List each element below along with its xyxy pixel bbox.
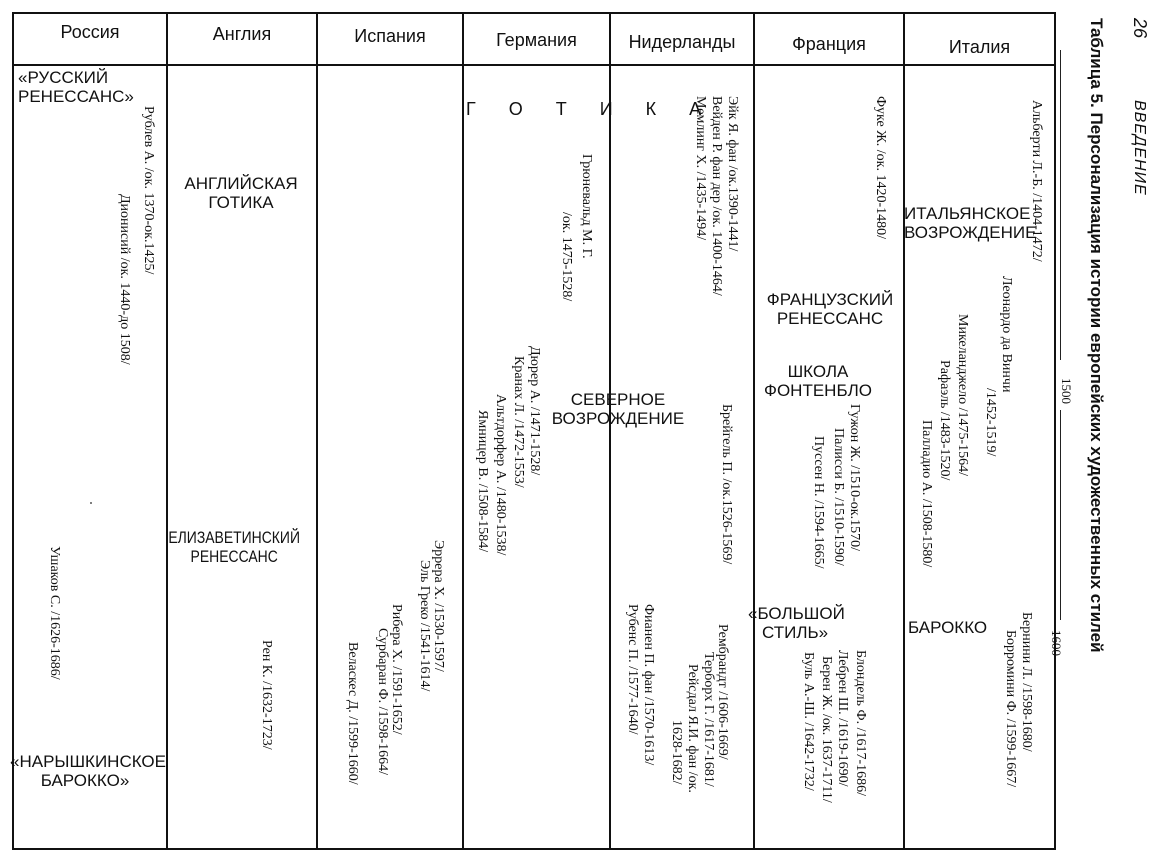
artist-van-eyck: Эйк Я. фан /ок.1390-1441/	[725, 96, 740, 252]
column-divider	[462, 12, 464, 850]
artist-rublev: Рублев А. /ок. 1370-ок.1425/	[141, 106, 156, 275]
year-tick	[1060, 410, 1061, 620]
artist-ushakov: Ушаков С. /1626-1686/	[47, 546, 62, 680]
column-header-netherlands: Нидерланды	[628, 32, 736, 52]
artist-van-der-weyden: Вейден Р. фан дер /ок. 1400-1464/	[709, 96, 724, 296]
column-divider	[903, 12, 905, 850]
artist-poussin: Пуссен Н. /1594-1665/	[811, 436, 826, 569]
artist-ruisdael-dates: 1628-1682/	[669, 720, 684, 785]
style-northern-renaissance	[548, 390, 688, 428]
artist-cranach: Кранах Л. /1472-1553/	[511, 356, 526, 488]
artist-bernini: Бернини Л. /1598-1680/	[1019, 612, 1034, 752]
artist-memling: Мемлинг Х. /1435-1494/	[693, 96, 708, 241]
style-line: ШКОЛА	[787, 362, 849, 381]
artist-bruegel: Брейгель П. /ок.1526-1569/	[719, 404, 734, 565]
column-divider	[753, 12, 755, 850]
style-french-renaissance	[760, 290, 900, 328]
style-line: «НАРЫШКИНСКОЕ	[10, 752, 166, 771]
header-bottom-border	[12, 64, 1056, 66]
year-label-1500: 1500	[1059, 378, 1074, 404]
style-grand-style	[748, 604, 858, 642]
column-header-england: Англия	[212, 24, 272, 44]
artist-rembrandt: Рембрандт /1606-1669/	[715, 624, 730, 760]
style-line: ИТАЛЬЯНСКОЕ	[904, 204, 1031, 223]
column-header-italy: Италия	[948, 37, 1011, 57]
artist-durer: Дюрер А. /1471-1528/	[527, 346, 542, 476]
artist-boulle: Буль А.-Ш. /1642-1732/	[801, 652, 816, 791]
style-line: АНГЛИЙСКАЯ	[184, 174, 298, 193]
artist-el-greco: Эль Греко /1541-1614/	[417, 560, 432, 692]
table-top-border	[12, 12, 1056, 14]
artist-dionisy: Дионисий /ок. 1440-до 1508/	[117, 194, 132, 365]
table-right-border	[1054, 12, 1056, 850]
artist-herrera: Эррера Х. /1530-1597/	[431, 540, 446, 672]
table-bottom-border	[12, 848, 1056, 850]
artist-blondel: Блондель Ф. /1617-1686/	[853, 650, 868, 797]
artist-palladio: Палладио А. /1508-1580/	[919, 420, 934, 568]
artist-leonardo-dates: /1452-1519/	[983, 388, 998, 457]
artist-alberti: Альберти Л.-Б. /1404-1472/	[1029, 100, 1044, 262]
style-line: ФОНТЕНБЛО	[764, 381, 872, 400]
artist-jamnitzer: Ямницер В. /1508-1584/	[475, 410, 490, 553]
artist-borromini: Борромини Ф. /1599-1667/	[1003, 630, 1018, 788]
style-line: СТИЛЬ»	[762, 623, 829, 642]
artist-velazquez: Веласкес Д. /1599-1660/	[345, 642, 360, 785]
artist-berain: Берен Ж. /ок. 1637-1711/	[819, 656, 834, 803]
column-divider	[609, 12, 611, 850]
column-header-germany: Германия	[496, 30, 577, 50]
artist-fouquet: Фуке Ж. /ок. 1420-1480/	[873, 96, 888, 240]
artist-rubens: Рубенс П. /1577-1640/	[625, 604, 640, 735]
artist-ruisdael: Рейсдал Я.И. фан /ок.	[685, 664, 700, 793]
year-tick	[1060, 50, 1061, 360]
style-line: «БОЛЬШОЙ	[748, 604, 845, 623]
style-line: РЕНЕССАНС	[776, 309, 884, 328]
style-line: ГОТИКА	[208, 193, 274, 212]
artist-grunewald: Грюневальд М. Г.	[579, 154, 594, 259]
section-title: ВВЕДЕНИЕ	[1131, 100, 1148, 196]
style-english-gothic	[178, 174, 304, 212]
artist-ter-borch: Терборх Г. /1617-1681/	[701, 652, 716, 787]
artist-zurbaran: Сурбаран Ф. /1598-1664/	[375, 628, 390, 776]
style-baroque: БАРОККО	[908, 618, 988, 637]
year-label-1600: 1600	[1049, 630, 1064, 656]
style-line: БАРОККО»	[40, 771, 130, 790]
style-elizabethan-renaissance	[162, 528, 306, 566]
artist-goujon: Гужон Ж. /1510-ок.1570/	[847, 404, 862, 551]
artist-wren: Рен К. /1632-1723/	[259, 640, 274, 750]
page-number: 26	[1130, 18, 1150, 39]
column-divider	[166, 12, 168, 850]
artist-palissy: Палисси Б. /1510-1590/	[831, 428, 846, 566]
column-header-france: Франция	[792, 34, 866, 54]
style-line: РЕНЕССАНС	[190, 547, 278, 566]
artist-le-brun: Лебрен Ш. /1619-1690/	[835, 650, 850, 787]
artist-leonardo: Леонардо да Винчи	[999, 276, 1014, 393]
style-gothic: Г О Т И К А	[466, 99, 716, 119]
column-header-spain: Испания	[354, 26, 426, 46]
style-line: ФРАНЦУЗСКИЙ	[766, 290, 894, 309]
column-divider	[316, 12, 318, 850]
style-italian-renaissance	[904, 204, 1037, 242]
table-title: Таблица 5. Персонализация истории европейских художественных стилей	[1087, 18, 1106, 653]
artist-grunewald-dates: /ок. 1475-1528/	[559, 212, 574, 302]
artist-altdorfer: Альтдорфер А. /1480-1538/	[493, 394, 508, 556]
style-line: «РУССКИЙ	[18, 68, 109, 87]
dot-mark	[90, 502, 92, 504]
artist-michelangelo: Микеланджело /1475-1564/	[955, 314, 970, 477]
style-line: ЕЛИЗАВЕТИНСКИЙ	[168, 528, 300, 547]
style-line: СЕВЕРНОЕ	[570, 390, 666, 409]
style-fontainebleau-school	[758, 362, 878, 400]
style-line: РЕНЕССАНС»	[18, 87, 134, 106]
style-naryshkin-baroque	[10, 752, 166, 790]
artist-vianen: Фианен П. фан /1570-1613/	[641, 604, 656, 766]
table-left-border	[12, 12, 14, 850]
style-russian-renaissance	[18, 68, 134, 106]
artist-raphael: Рафаэль /1483-1520/	[937, 360, 952, 481]
style-line: ВОЗРОЖДЕНИЕ	[904, 223, 1037, 242]
artist-ribera: Рибера Х. /1591-1652/	[389, 604, 404, 735]
column-header-russia: Россия	[60, 22, 120, 42]
style-line: ВОЗРОЖДЕНИЕ	[551, 409, 685, 428]
